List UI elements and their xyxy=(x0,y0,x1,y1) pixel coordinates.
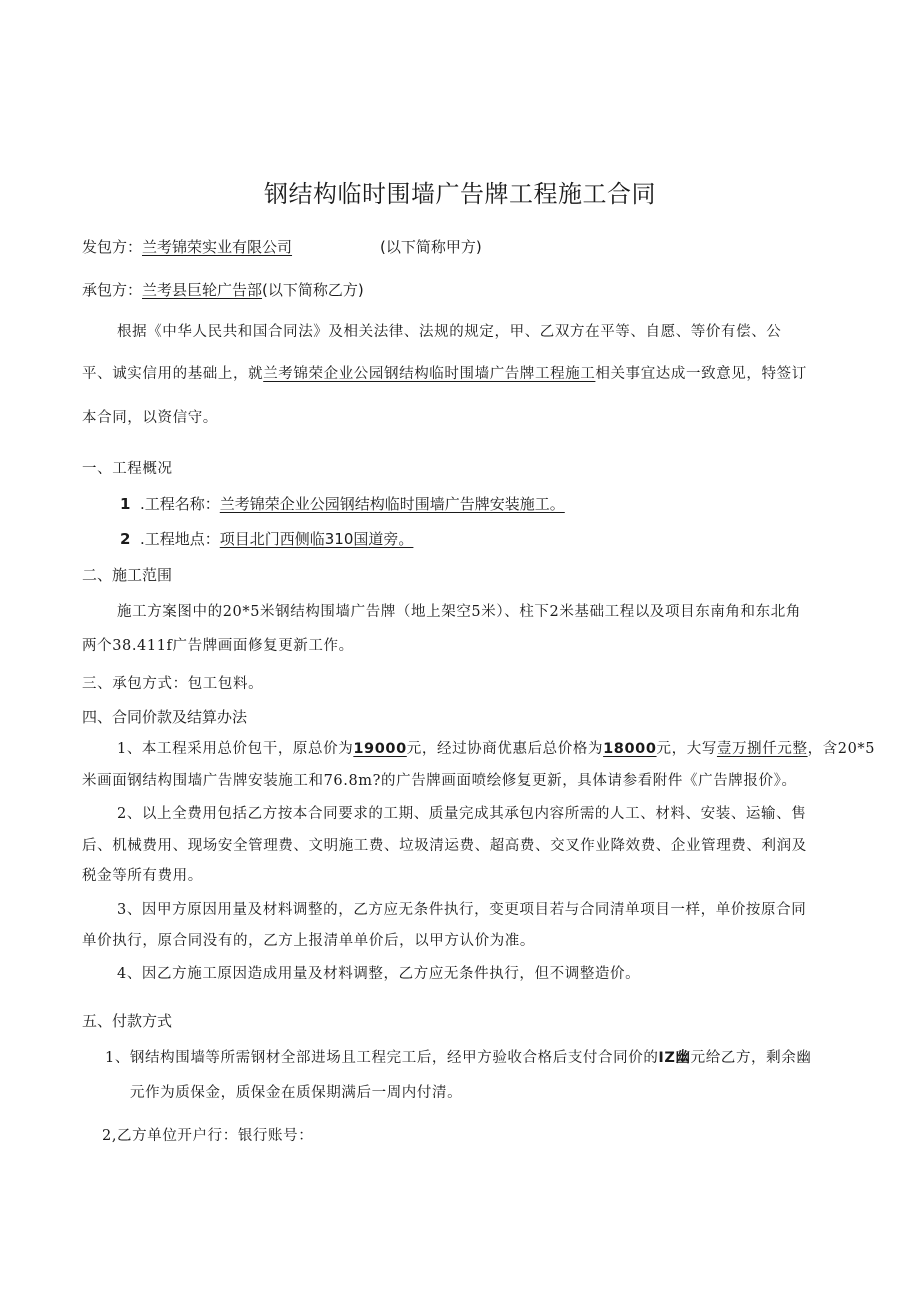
item-2-label: .工程地点： xyxy=(139,530,220,548)
party-a-note: (以下简称甲方) xyxy=(380,238,482,256)
section-4-p3-line-2: 单价执行，原合同没有的，乙方上报清单单价后，以甲方认价为准。 xyxy=(82,933,535,949)
intro-text-a: 平、诚实信用的基础上，就 xyxy=(82,366,264,382)
p1-text-d: ，含20*5 xyxy=(807,741,876,757)
section-5-p1-line-1 xyxy=(105,1046,811,1067)
section-3-text: 三、承包方式：包工包料。 xyxy=(82,676,264,692)
party-a-line xyxy=(82,236,292,257)
section-5-p2: 2,乙方单位开户行：银行账号： xyxy=(102,1128,314,1144)
party-a-label: 发包方： xyxy=(82,238,143,256)
intro-project-name: 兰考锦荣企业公园钢结构临时围墙广告牌工程施工 xyxy=(263,366,596,382)
party-b-name: 兰考县巨轮广告部 xyxy=(142,281,263,299)
section-1-item-2 xyxy=(120,528,413,549)
s5-p1-amount: IZ幽 xyxy=(658,1050,691,1066)
s5-p1-text-c: 元给乙方，剩余幽 xyxy=(690,1050,812,1066)
section-5-p1-line-2: 元作为质保金，质保金在质保期满后一周内付清。 xyxy=(130,1085,463,1101)
section-4-heading: 四、合同价款及结算办法 xyxy=(82,708,248,726)
p1-text-c: 元，大写 xyxy=(656,741,717,757)
item-1-label: .工程名称： xyxy=(139,495,220,513)
p1-text-b: 元，经过协商优惠后总价格为 xyxy=(406,741,604,757)
original-price: 19000 xyxy=(353,741,407,757)
item-2-number: 2 xyxy=(120,530,131,548)
section-4-p1-line-1 xyxy=(117,737,875,758)
section-4-p4: 4、因乙方施工原因造成用量及材料调整，乙方应无条件执行，但不调整造价。 xyxy=(117,966,641,982)
section-4-p3-line-1: 3、因甲方原因用量及材料调整的，乙方应无条件执行，变更项目若与合同清单项目一样，单价按原合同 xyxy=(117,902,807,918)
party-b-note: (以下简称乙方) xyxy=(262,281,364,299)
party-b-label: 承包方： xyxy=(82,281,143,299)
section-5-heading: 五、付款方式 xyxy=(82,1012,173,1030)
section-4-p2-line-2: 后、机械费用、现场安全管理费、文明施工费、垃圾清运费、超高费、交叉作业降效费、企业管理费、利润及 xyxy=(82,838,807,854)
s5-p1-text-a: 1、钢结构围墙等所需钢材全部进场且工程完工后，经甲方验收合格后支付合同价的 xyxy=(105,1050,659,1066)
intro-text-b: 相关事宜达成一致意见，特签订 xyxy=(595,366,807,382)
intro-line-1: 根据《中华人民共和国合同法》及相关法律、法规的规定，甲、乙双方在平等、自愿、等价有偿、公 xyxy=(117,324,782,340)
intro-line-2 xyxy=(82,362,807,383)
section-4-p1-line-2: 米画面钢结构围墙广告牌安装施工和76.8m?的广告牌画面喷绘修复更新，具体请参看附件《广告牌报价》。 xyxy=(82,773,797,789)
item-1-number: 1 xyxy=(120,495,131,513)
section-2-line-1: 施工方案图中的20*5米钢结构围墙广告牌（地上架空5米）、柱下2米基础工程以及项目东南角和东北角 xyxy=(117,604,801,620)
section-4-p2-line-1: 2、以上全费用包括乙方按本合同要求的工期、质量完成其承包内容所需的人工、材料、安装、运输、售 xyxy=(117,806,807,822)
section-1-item-1 xyxy=(120,493,565,514)
final-price: 18000 xyxy=(603,741,657,757)
intro-line-3: 本合同，以资信守。 xyxy=(82,410,218,426)
price-in-words: 壹万捌仟元整 xyxy=(716,741,808,757)
item-2-value: 项目北门西侧临310国道旁。 xyxy=(219,530,414,548)
section-1-heading: 一、工程概况 xyxy=(82,461,173,477)
party-b-line xyxy=(82,279,364,300)
section-4-p2-line-3: 税金等所有费用。 xyxy=(82,868,203,884)
party-a-name: 兰考锦荣实业有限公司 xyxy=(142,238,293,256)
section-2-line-2: 两个38.411f广告牌画面修复更新工作。 xyxy=(82,638,354,654)
p1-text-a: 1、本工程采用总价包干，原总价为 xyxy=(117,741,354,757)
page-title: 钢结构临时围墙广告牌工程施工合同 xyxy=(264,180,656,208)
section-2-heading: 二、施工范围 xyxy=(82,566,173,584)
item-1-value: 兰考锦荣企业公园钢结构临时围墙广告牌安装施工。 xyxy=(219,495,565,513)
